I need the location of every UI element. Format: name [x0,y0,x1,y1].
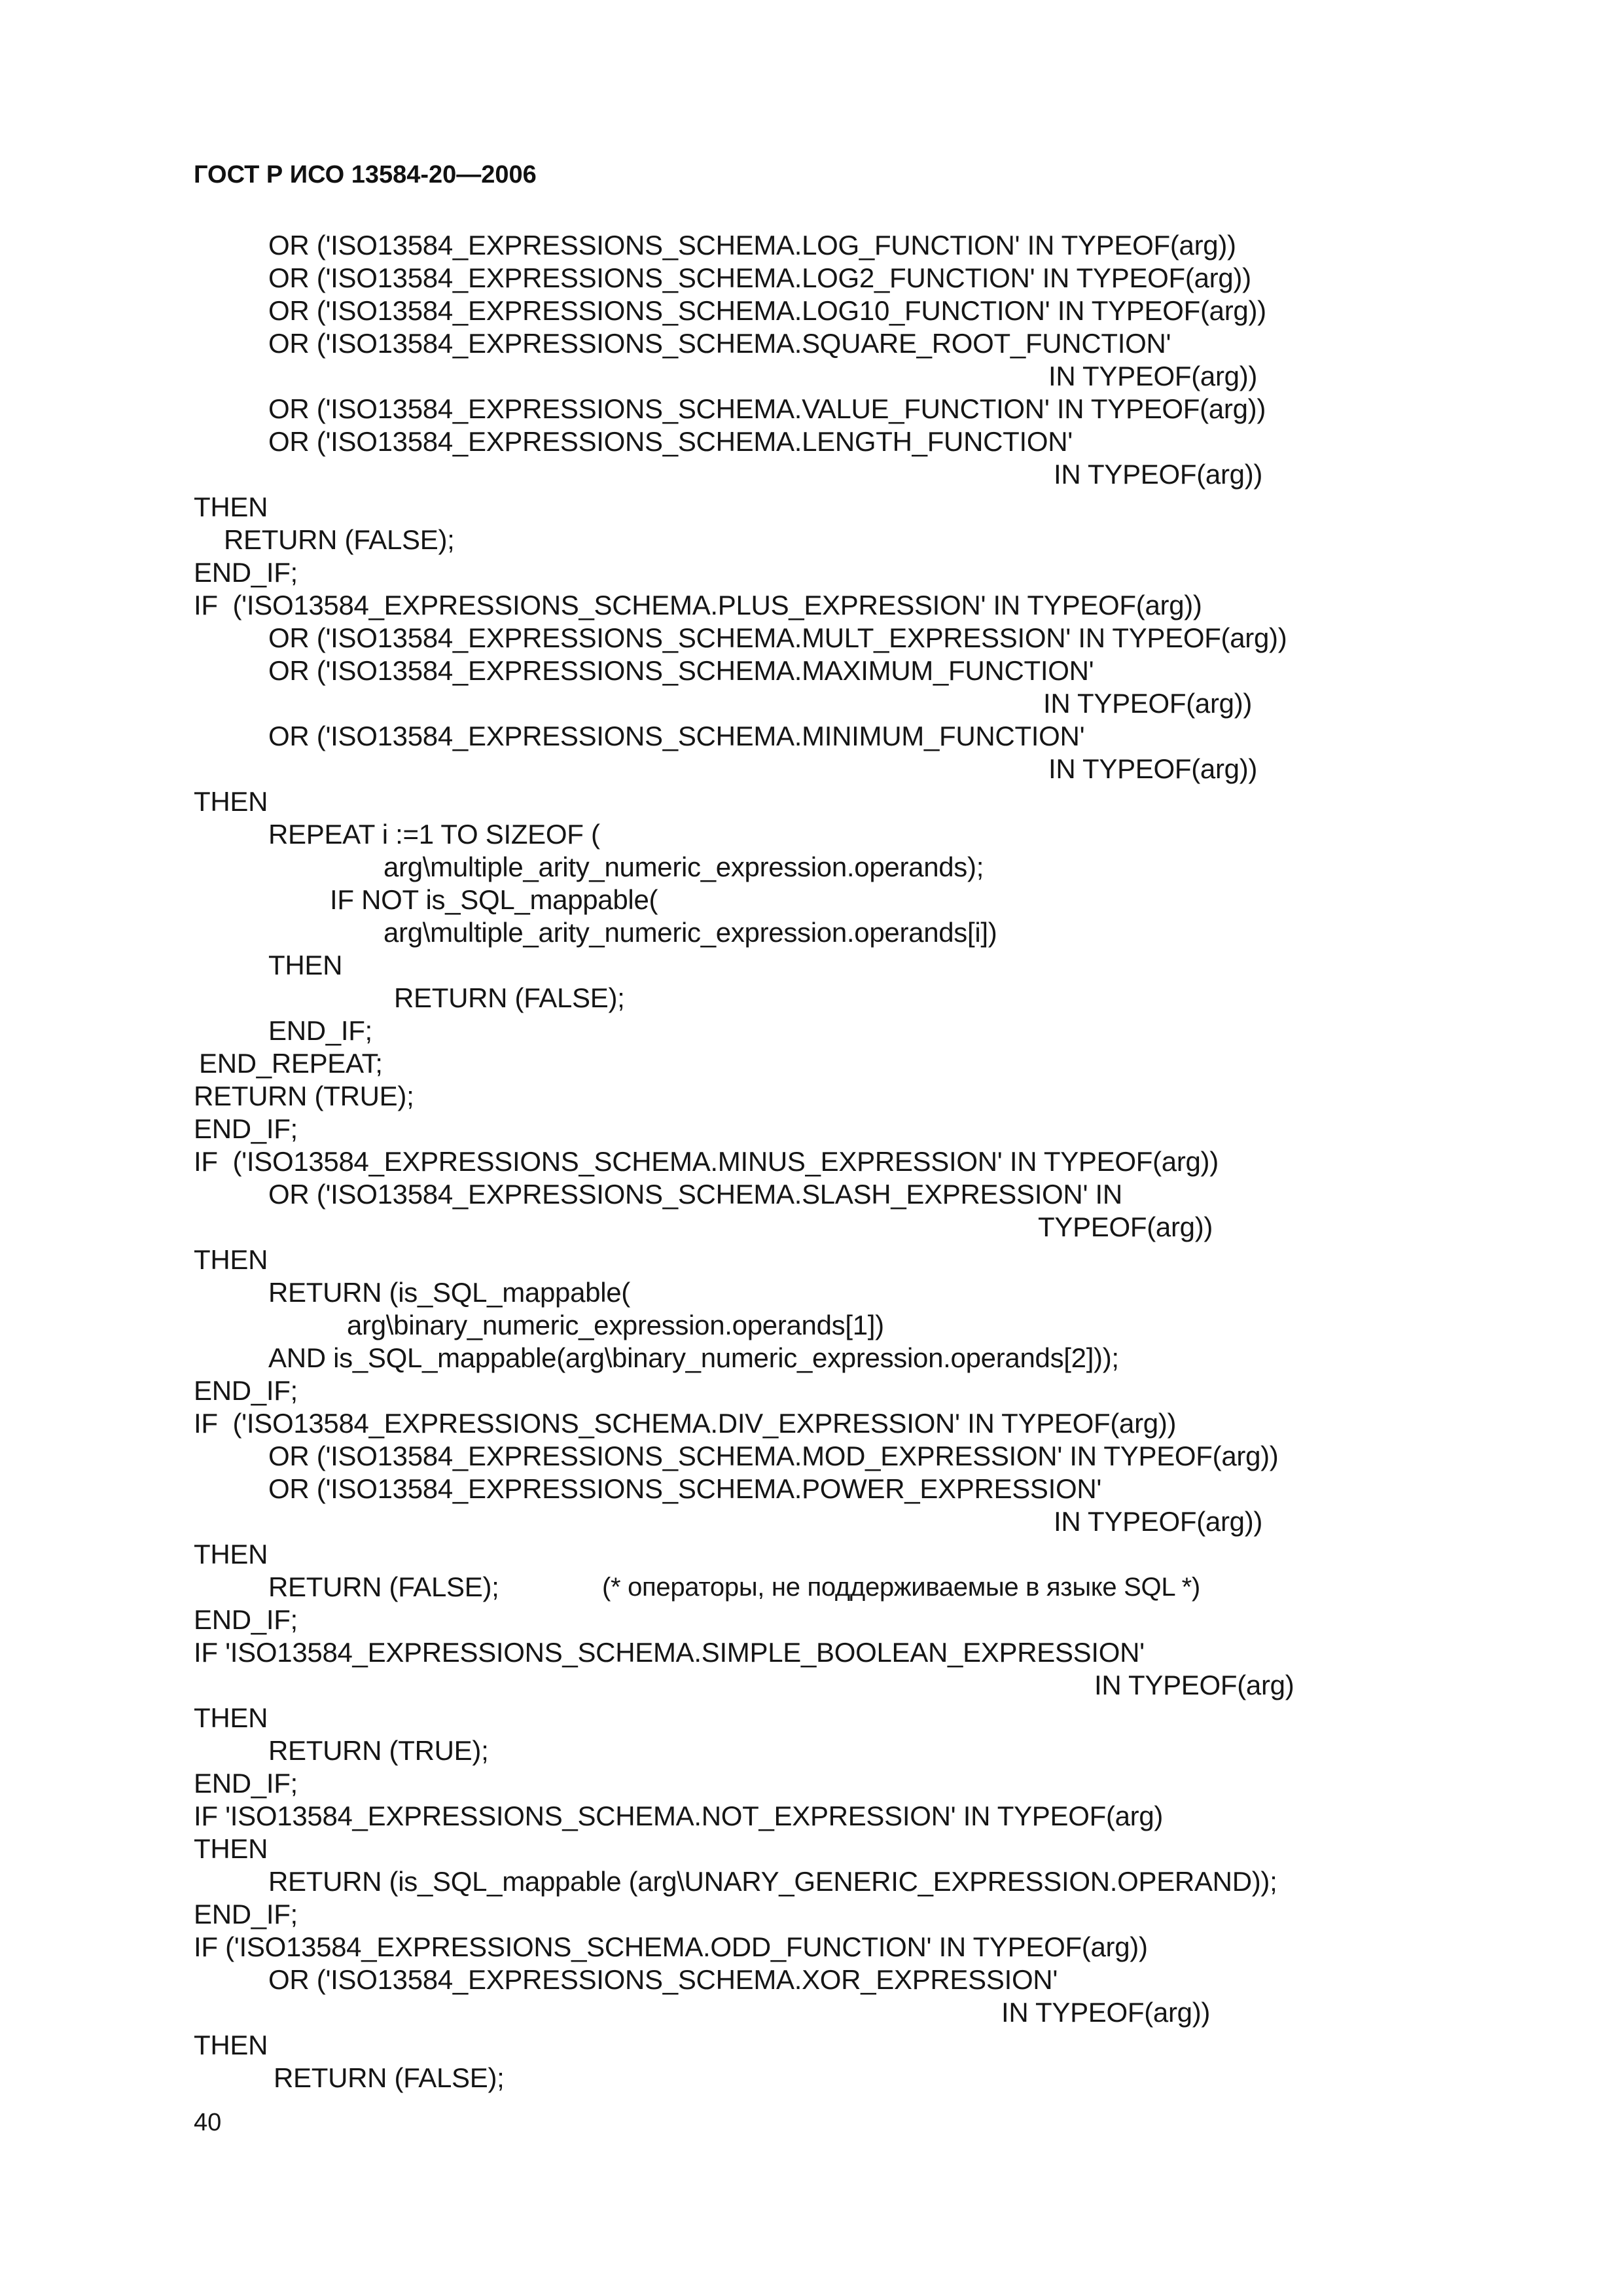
code-line: OR ('ISO13584_EXPRESSIONS_SCHEMA.MINIMUM_FUNCTION' [268,721,1085,751]
code-line: AND is_SQL_mappable(arg\binary_numeric_expression.operands[2])); [268,1342,1119,1373]
code-line: THEN [194,1702,268,1733]
code-line: IN TYPEOF(arg) [1094,1670,1294,1700]
code-line: IN TYPEOF(arg)) [1054,459,1263,490]
code-line: END_IF; [194,1113,298,1144]
code-line: IF ('ISO13584_EXPRESSIONS_SCHEMA.ODD_FUNCTION' IN TYPEOF(arg)) [194,1931,1148,1962]
code-line: END_IF; [194,1604,298,1635]
code-line: END_IF; [194,1768,298,1799]
code-line: IN TYPEOF(arg)) [1048,753,1258,784]
code-line: IN TYPEOF(arg)) [1048,361,1258,391]
code-line: OR ('ISO13584_EXPRESSIONS_SCHEMA.SLASH_EXPRESSION' IN [268,1179,1122,1210]
code-line: IF NOT is_SQL_mappable( [330,884,658,915]
code-line: END_IF; [194,1899,298,1929]
code-line: OR ('ISO13584_EXPRESSIONS_SCHEMA.VALUE_FUNCTION' IN TYPEOF(arg)) [268,393,1266,424]
code-line: RETURN (is_SQL_mappable (arg\UNARY_GENERIC_EXPRESSION.OPERAND)); [268,1866,1277,1897]
code-line: RETURN (FALSE); [268,1571,499,1602]
code-line: THEN [194,1244,268,1275]
code-line: END_IF; [194,557,298,588]
code-line: RETURN (is_SQL_mappable( [268,1277,630,1308]
code-line: OR ('ISO13584_EXPRESSIONS_SCHEMA.MOD_EXPRESSION' IN TYPEOF(arg)) [268,1441,1279,1471]
page-number: 40 [194,2109,222,2136]
code-line: OR ('ISO13584_EXPRESSIONS_SCHEMA.POWER_EXPRESSION' [268,1473,1102,1504]
code-line: arg\binary_numeric_expression.operands[1]) [347,1310,884,1340]
code-line: IF 'ISO13584_EXPRESSIONS_SCHEMA.SIMPLE_BOOLEAN_EXPRESSION' [194,1637,1145,1668]
code-line: THEN [194,492,268,522]
code-line: OR ('ISO13584_EXPRESSIONS_SCHEMA.MULT_EXPRESSION' IN TYPEOF(arg)) [268,622,1287,653]
code-line: OR ('ISO13584_EXPRESSIONS_SCHEMA.LOG10_FUNCTION' IN TYPEOF(arg)) [268,295,1266,326]
code-line: RETURN (TRUE); [194,1081,414,1111]
code-line: END_REPEAT; [199,1048,383,1079]
code-line: RETURN (FALSE); [224,524,455,555]
code-line: TYPEOF(arg)) [1038,1211,1213,1242]
code-line: THEN [194,786,268,817]
code-line: OR ('ISO13584_EXPRESSIONS_SCHEMA.LENGTH_FUNCTION' [268,426,1073,457]
code-listing [194,229,1437,2093]
code-line: OR ('ISO13584_EXPRESSIONS_SCHEMA.LOG2_FUNCTION' IN TYPEOF(arg)) [268,262,1251,293]
code-line: THEN [268,950,343,980]
code-line: IF ('ISO13584_EXPRESSIONS_SCHEMA.DIV_EXPRESSION' IN TYPEOF(arg)) [194,1408,1177,1439]
code-line: OR ('ISO13584_EXPRESSIONS_SCHEMA.MAXIMUM_FUNCTION' [268,655,1094,686]
code-line: IN TYPEOF(arg)) [1043,688,1253,719]
code-line: REPEAT i :=1 TO SIZEOF ( [268,819,600,850]
code-line: IN TYPEOF(arg)) [1054,1506,1263,1537]
code-line: OR ('ISO13584_EXPRESSIONS_SCHEMA.XOR_EXPRESSION' [268,1964,1058,1995]
code-line: arg\multiple_arity_numeric_expression.operands); [383,852,984,882]
code-line: IN TYPEOF(arg)) [1001,1997,1211,2028]
code-line: RETURN (FALSE); [394,982,625,1013]
code-line: THEN [194,1539,268,1570]
code-line: THEN [194,2030,268,2060]
code-comment: (* операторы, не поддерживаемые в языке SQL *) [602,1573,1200,1602]
code-line: RETURN (FALSE); [274,2062,505,2093]
code-line: OR ('ISO13584_EXPRESSIONS_SCHEMA.SQUARE_ROOT_FUNCTION' [268,328,1171,359]
code-line: IF ('ISO13584_EXPRESSIONS_SCHEMA.MINUS_EXPRESSION' IN TYPEOF(arg)) [194,1146,1219,1177]
code-line: IF 'ISO13584_EXPRESSIONS_SCHEMA.NOT_EXPRESSION' IN TYPEOF(arg) [194,1801,1164,1831]
code-line: END_IF; [194,1375,298,1406]
code-line: END_IF; [268,1015,372,1046]
code-line: THEN [194,1833,268,1864]
code-line: RETURN (TRUE); [268,1735,489,1766]
code-line: arg\multiple_arity_numeric_expression.operands[i]) [383,917,997,948]
document-header: ГОСТ Р ИСО 13584-20—2006 [194,161,537,188]
code-line: IF ('ISO13584_EXPRESSIONS_SCHEMA.PLUS_EXPRESSION' IN TYPEOF(arg)) [194,590,1202,620]
code-line: OR ('ISO13584_EXPRESSIONS_SCHEMA.LOG_FUNCTION' IN TYPEOF(arg)) [268,230,1236,260]
